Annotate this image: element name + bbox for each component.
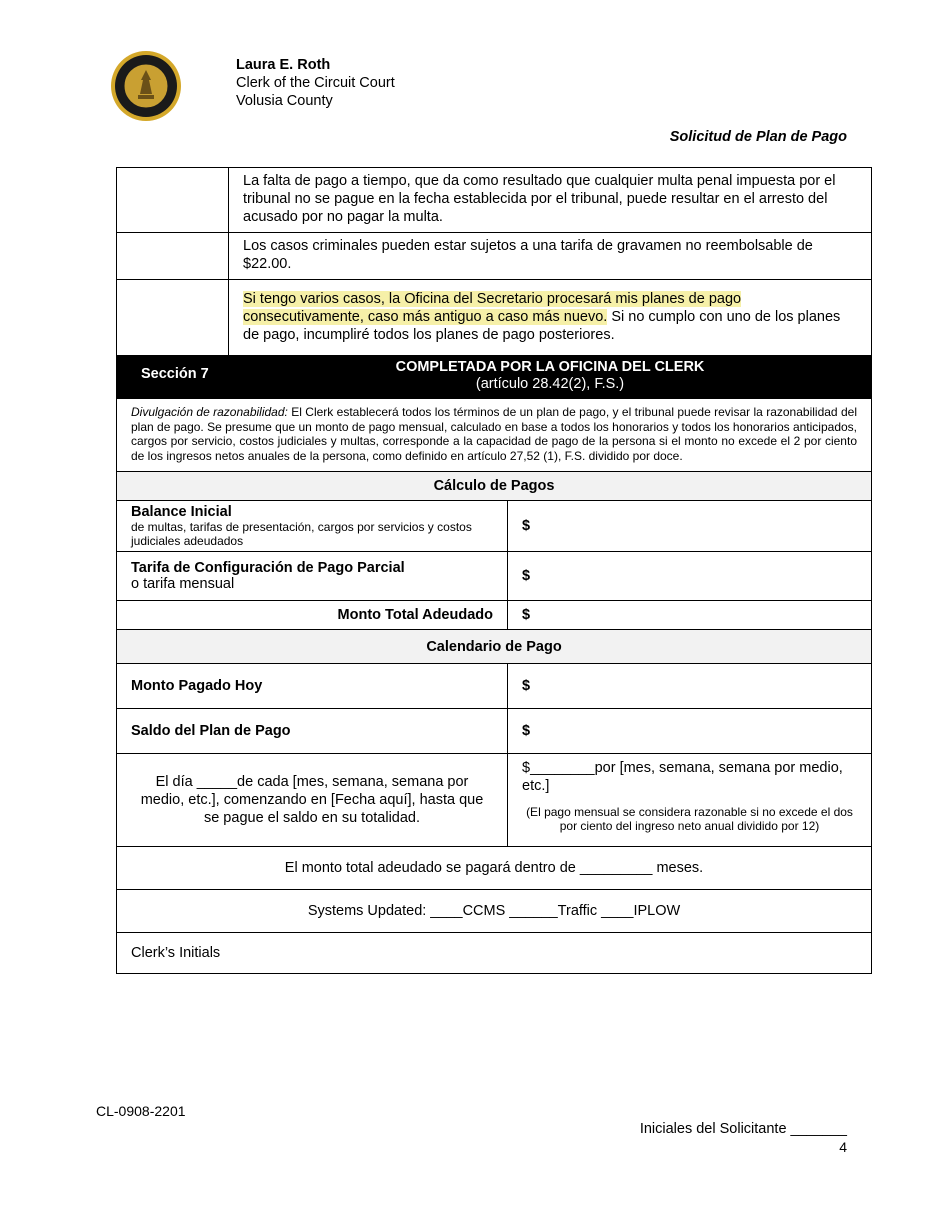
form-code: CL-0908-2201 [96,1103,186,1119]
systems-updated-text: Systems Updated: ____CCMS ______Traffic ____IPLOW [117,890,872,933]
section-subtitle: (artículo 28.42(2), F.S.) [475,376,625,392]
form-title: Solicitud de Plan de Pago [669,129,847,145]
table-row [117,890,872,933]
table-row [117,280,872,356]
initial-balance-field[interactable]: $ [508,501,872,552]
table-row [117,847,872,890]
payment-day-text: El día _____de cada [mes, semana, semana por medio, etc.], comenzando en [Fecha aquí], hasta que se pague el saldo en su totalidad. [117,754,508,847]
disclosure-body: El Clerk establecerá todos los términos de un plan de pago, y el tribunal puede revisar la razonabilidad del plan de pago. Se presume que un monto de pago mensual, calculado en base a todos los honorarios y todos los honorarios anticipados, cargos por servicio, costos judiciales y multas, corresponde a la capacidad de pago de la persona si el monto no excede el 2 por ciento de los ingresos netos anuales de la persona, como definido en artículo 27,52 (1), F.S. dividido por doce. [131,405,857,463]
initial-balance-label: Balance Inicial [131,504,232,520]
setup-fee-label: Tarifa de Configuración de Pago Parcial [131,560,405,576]
empty-cell [117,168,229,233]
lien-fee-notice: Los casos criminales pueden estar sujetos a una tarifa de gravamen no reembolsable de $22.00. [229,233,872,280]
setup-fee-field[interactable]: $ [508,552,872,601]
table-row [117,933,872,974]
clerk-county: Volusia County [236,93,333,109]
table-row [117,601,872,630]
empty-cell [117,280,229,356]
payment-plan-table [116,167,872,974]
disclosure-lead: Divulgación de razonabilidad: [131,405,288,419]
total-owed-label: Monto Total Adeudado [117,601,508,630]
table-row [117,552,872,601]
table-row [117,664,872,709]
payment-amount-text: $________por [mes, semana, semana por medio, etc.] [522,760,843,794]
initial-balance-sub: de multas, tarifas de presentación, cargos por servicios y costos judiciales adeudados [131,520,472,548]
total-owed-field[interactable]: $ [508,601,872,630]
plan-balance-label: Saldo del Plan de Pago [117,709,508,754]
paid-today-label: Monto Pagado Hoy [117,664,508,709]
setup-fee-sub: o tarifa mensual [131,576,235,592]
late-payment-notice: La falta de pago a tiempo, que da como resultado que cualquier multa penal impuesta por el tribunal no se pague en la fecha establecida por el tribunal, puede resultar en el arresto del acusado por no pagar la multa. [229,168,872,233]
clerk-header [236,56,395,110]
multiple-cases-notice [229,280,872,356]
page-number: 4 [839,1139,847,1155]
table-row [117,754,872,847]
clerk-title: Clerk of the Circuit Court [236,75,395,91]
paid-today-field[interactable]: $ [508,664,872,709]
applicant-initials: Iniciales del Solicitante _______ [639,1121,847,1137]
initial-balance-cell [117,501,508,552]
payment-amount-note: (El pago mensual se considera razonable si no excede el dos por ciento del ingreso neto anual dividido por 12) [526,805,853,833]
section-header [117,356,872,399]
setup-fee-cell [117,552,508,601]
plan-balance-field[interactable]: $ [508,709,872,754]
seal-icon [110,50,182,122]
table-row [117,233,872,280]
calc-heading: Cálculo de Pagos [117,472,872,501]
highlighted-text: Si tengo varios casos, la Oficina del Secretario procesará mis planes de pago consecutivamente, caso más antiguo a caso más nuevo. [243,291,742,325]
notice-text: Si no cumplo con uno de los planes de pago, incumpliré todos los planes de pago posteriores. [243,309,841,343]
clerk-name: Laura E. Roth [236,57,331,73]
clerk-initials-text: Clerk’s Initials [117,933,872,974]
section-title: COMPLETADA POR LA OFICINA DEL CLERK [395,359,705,375]
table-row [117,168,872,233]
payment-amount-cell [508,754,872,847]
table-row [117,709,872,754]
table-row [117,399,872,472]
months-text: El monto total adeudado se pagará dentro de _________ meses. [117,847,872,890]
reasonableness-disclosure [117,399,872,472]
schedule-heading: Calendario de Pago [117,630,872,664]
table-row [117,630,872,664]
section-title-cell [229,356,872,399]
table-row [117,501,872,552]
empty-cell [117,233,229,280]
table-row [117,472,872,501]
section-label: Sección 7 [117,356,229,399]
